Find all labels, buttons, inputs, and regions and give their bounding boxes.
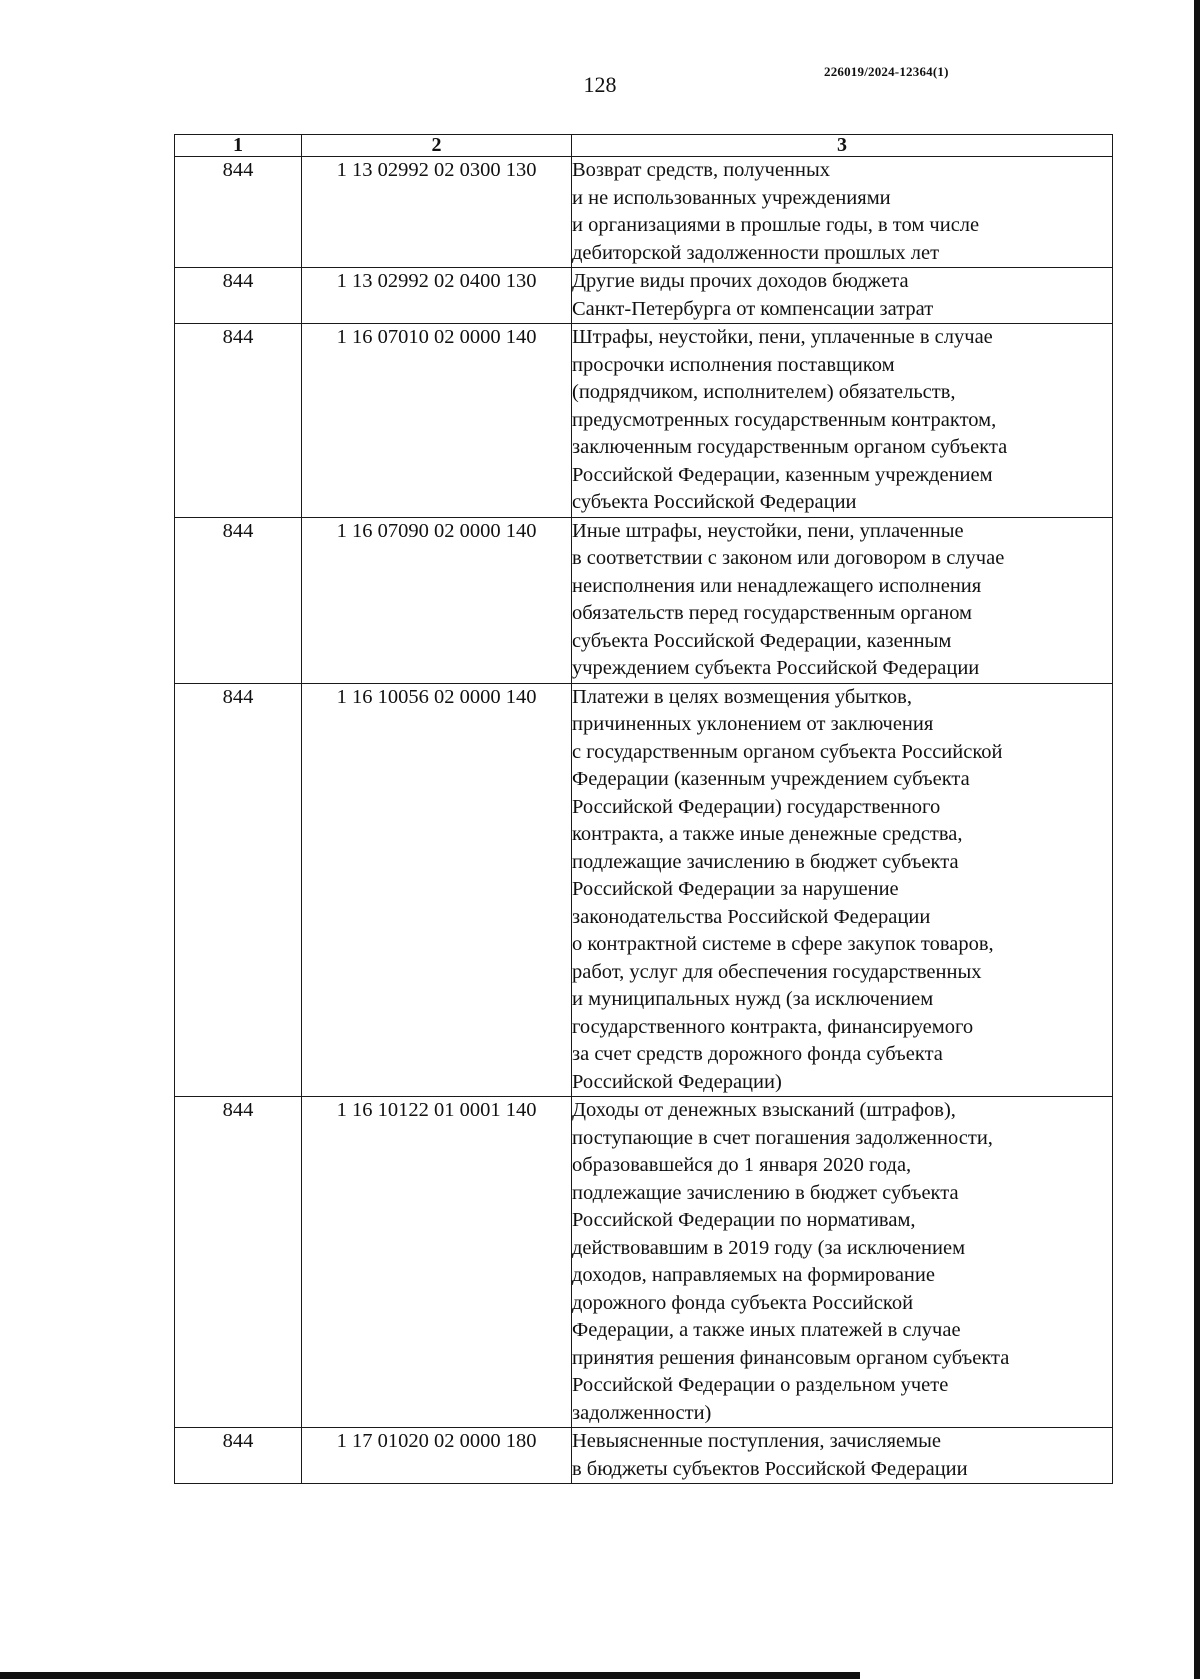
description-line: Санкт-Петербурга от компенсации затрат — [572, 297, 934, 320]
description-line: за счет средств дорожного фонда субъекта — [572, 1043, 943, 1065]
budget-classification-code-cell: 1 16 10122 01 0001 140 — [302, 1097, 572, 1428]
budget-classification-code-cell: 1 16 10056 02 0000 140 — [302, 683, 572, 1097]
table-row — [175, 1428, 1113, 1484]
description-line: Российской Федерации о раздельном учете — [572, 1374, 949, 1396]
income-description-cell — [572, 517, 1113, 683]
description-line: государственного контракта, финансируемого — [572, 1015, 974, 1038]
income-description-cell — [572, 683, 1113, 1097]
description-line: Федерации (казенным учреждением субъекта — [572, 768, 970, 790]
description-line: заключенным государственным органом субъекта — [572, 436, 1008, 458]
description-line: действовавшим в 2019 году (за исключением — [572, 1236, 966, 1259]
description-line: подлежащие зачислению в бюджет субъекта — [572, 850, 959, 873]
description-line: работ, услуг для обеспечения государственных — [572, 960, 982, 983]
description-line: с государственным органом субъекта Российской — [572, 740, 1003, 763]
description-line: Штрафы, неустойки, пени, уплаченные в случае — [572, 326, 993, 348]
description-line: подлежащие зачислению в бюджет субъекта — [572, 1181, 959, 1204]
ministry-code-cell: 844 — [175, 517, 302, 683]
description-line: просрочки исполнения поставщиком — [572, 353, 895, 376]
table-row — [175, 324, 1113, 518]
description-line: контракта, а также иные денежные средства, — [572, 823, 963, 845]
description-line: Возврат средств, полученных — [572, 159, 831, 181]
description-line: Иные штрафы, неустойки, пени, уплаченные — [572, 519, 964, 542]
budget-classification-code-cell: 1 16 07010 02 0000 140 — [302, 324, 572, 518]
budget-codes-table — [174, 134, 1113, 1484]
description-line: в соответствии с законом или договором в случае — [572, 547, 1005, 569]
description-line: задолженности) — [572, 1401, 712, 1424]
budget-classification-code-cell: 1 13 02992 02 0400 130 — [302, 268, 572, 324]
description-line: о контрактной системе в сфере закупок товаров, — [572, 933, 994, 955]
description-line: Российской Федерации) государственного — [572, 795, 941, 818]
description-line: доходов, направляемых на формирование — [572, 1264, 935, 1286]
description-line: Другие виды прочих доходов бюджета — [572, 270, 909, 292]
ministry-code-cell: 844 — [175, 683, 302, 1097]
description-line: Российской Федерации по нормативам, — [572, 1209, 916, 1231]
description-line: предусмотренных государственным контрактом, — [572, 408, 997, 431]
table-body — [175, 157, 1113, 1484]
ministry-code-cell: 844 — [175, 268, 302, 324]
description-line: неисполнения или ненадлежащего исполнения — [572, 574, 982, 597]
column-header-2: 2 — [302, 135, 572, 157]
table-row — [175, 157, 1113, 268]
description-line: и организациями в прошлые годы, в том числе — [572, 214, 980, 236]
income-description-cell — [572, 1428, 1113, 1484]
ministry-code-cell: 844 — [175, 324, 302, 518]
income-description-cell — [572, 268, 1113, 324]
description-line: принятия решения финансовым органом субъекта — [572, 1346, 1010, 1369]
table-row — [175, 517, 1113, 683]
description-line: Российской Федерации за нарушение — [572, 878, 899, 900]
ministry-code-cell: 844 — [175, 1428, 302, 1484]
scan-border-right — [1194, 0, 1200, 1679]
description-line: (подрядчиком, исполнителем) обязательств, — [572, 381, 956, 403]
description-line: Платежи в целях возмещения убытков, — [572, 685, 912, 708]
description-line: дебиторской задолженности прошлых лет — [572, 241, 940, 264]
page-number: 128 — [583, 72, 617, 97]
table-row — [175, 268, 1113, 324]
description-line: Доходы от денежных взысканий (штрафов), — [572, 1099, 956, 1121]
ministry-code-cell: 844 — [175, 1097, 302, 1428]
description-line: субъекта Российской Федерации — [572, 491, 857, 513]
description-line: Федерации, а также иных платежей в случае — [572, 1319, 961, 1341]
description-line: и муниципальных нужд (за исключением — [572, 988, 934, 1010]
table-row — [175, 683, 1113, 1097]
description-line: обязательств перед государственным органом — [572, 602, 973, 624]
income-description-cell — [572, 157, 1113, 268]
column-header-1: 1 — [175, 135, 302, 157]
description-line: причиненных уклонением от заключения — [572, 713, 934, 735]
table-header-row — [175, 135, 1113, 157]
budget-classification-code-cell: 1 13 02992 02 0300 130 — [302, 157, 572, 268]
description-line: дорожного фонда субъекта Российской — [572, 1291, 914, 1314]
description-line: и не использованных учреждениями — [572, 186, 891, 209]
description-line: учреждением субъекта Российской Федерации — [572, 657, 980, 679]
description-line: Невыясненные поступления, зачисляемые — [572, 1430, 941, 1452]
description-line: Российской Федерации, казенным учреждением — [572, 463, 993, 486]
document-id: 226019/2024-12364(1) — [824, 64, 949, 79]
description-line: законодательства Российской Федерации — [572, 905, 931, 928]
table-row — [175, 1097, 1113, 1428]
scan-border-bottom — [0, 1672, 860, 1679]
description-line: Российской Федерации) — [572, 1070, 782, 1093]
income-description-cell — [572, 324, 1113, 518]
description-line: образовавшейся до 1 января 2020 года, — [572, 1154, 912, 1176]
column-header-3: 3 — [572, 135, 1113, 157]
ministry-code-cell: 844 — [175, 157, 302, 268]
budget-classification-code-cell: 1 17 01020 02 0000 180 — [302, 1428, 572, 1484]
income-description-cell — [572, 1097, 1113, 1428]
description-line: субъекта Российской Федерации, казенным — [572, 629, 952, 652]
budget-classification-code-cell: 1 16 07090 02 0000 140 — [302, 517, 572, 683]
description-line: поступающие в счет погашения задолженности, — [572, 1126, 993, 1149]
description-line: в бюджеты субъектов Российской Федерации — [572, 1457, 968, 1480]
